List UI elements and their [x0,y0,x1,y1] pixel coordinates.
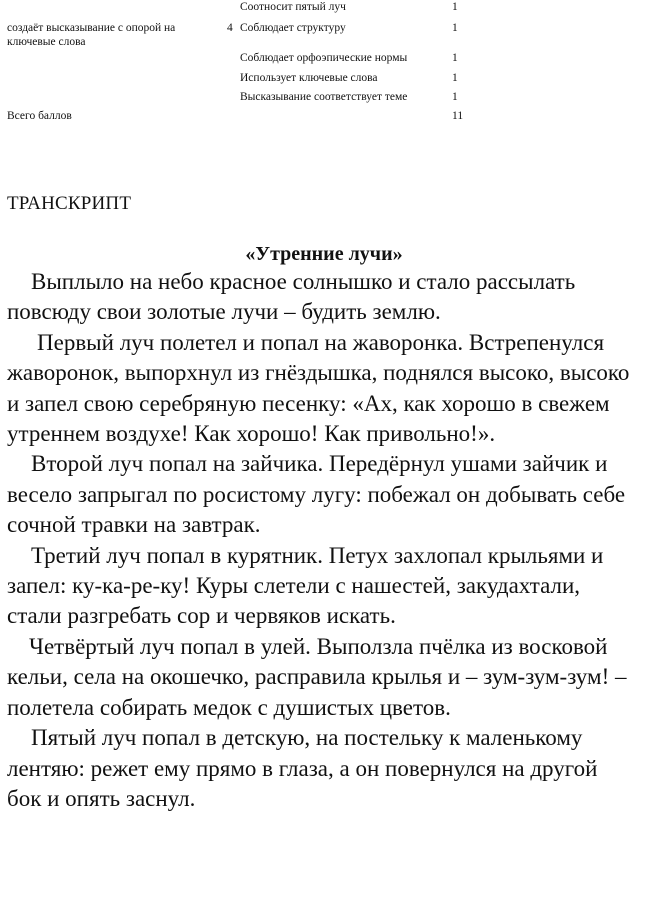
rubric-indicator: Использует ключевые слова [240,72,378,84]
story-paragraph: Выплыло на небо красное солнышко и стало рассылать повсюду свои золотые лучи – будить землю. [7,269,576,325]
rubric-indicator: Соотносит пятый луч [240,1,346,13]
rubric-indicator: Соблюдает орфоэпические нормы [240,52,408,64]
assessment-rubric-table [0,0,648,130]
rubric-indicator-points: 1 [452,22,458,34]
rubric-indicator-points: 1 [452,72,458,84]
rubric-criterion-points: 4 [227,22,233,34]
transcript-heading: ТРАНСКРИПТ [7,193,132,214]
rubric-indicator-points: 1 [452,52,458,64]
rubric-total-label: Всего баллов [7,110,72,122]
rubric-indicator: Высказывание соответствует теме [240,91,408,103]
story-title: «Утренние лучи» [245,243,403,265]
rubric-criterion: создаёт высказывание с опорой на ключевые слова [7,22,176,48]
rubric-total-points: 11 [452,110,464,122]
story-paragraph: Третий луч попал в курятник. Петух захлопал крыльями и запел: ку-ка-ре-ку! Куры слетели с нашестей, закудахтали, стали разгребать сор и червяков искать. [7,542,604,629]
story-paragraph: Четвёртый луч попал в улей. Выползла пчёлка из восковой кельи, села на окошечко, расправила крылья и – зум-зум-зум! – полетела собирать медок с душистых цветов. [7,633,627,720]
story-paragraph: Пятый луч попал в детскую, на постельку к маленькому лентяю: режет ему прямо в глаза, а он повернулся на другой бок и опять заснул. [7,725,598,811]
story-text [7,267,637,814]
rubric-indicator-points: 1 [452,91,458,103]
story-paragraph: Второй луч попал на зайчика. Передёрнул ушами зайчик и весело запрыгал по росистому лугу: побежал он добывать себе сочной травки на завтрак. [7,451,626,538]
rubric-indicator-points: 1 [452,1,458,13]
rubric-indicator: Соблюдает структуру [240,22,346,34]
story-paragraph: Первый луч полетел и попал на жаворонка. Встрепенулся жаворонок, выпорхнул из гнёздышка, поднялся высоко, высоко и запел свою серебряную песенку: «Ах, как хорошо в свежем утреннем воздухе! Как хорошо! Как привольно!». [7,329,630,447]
